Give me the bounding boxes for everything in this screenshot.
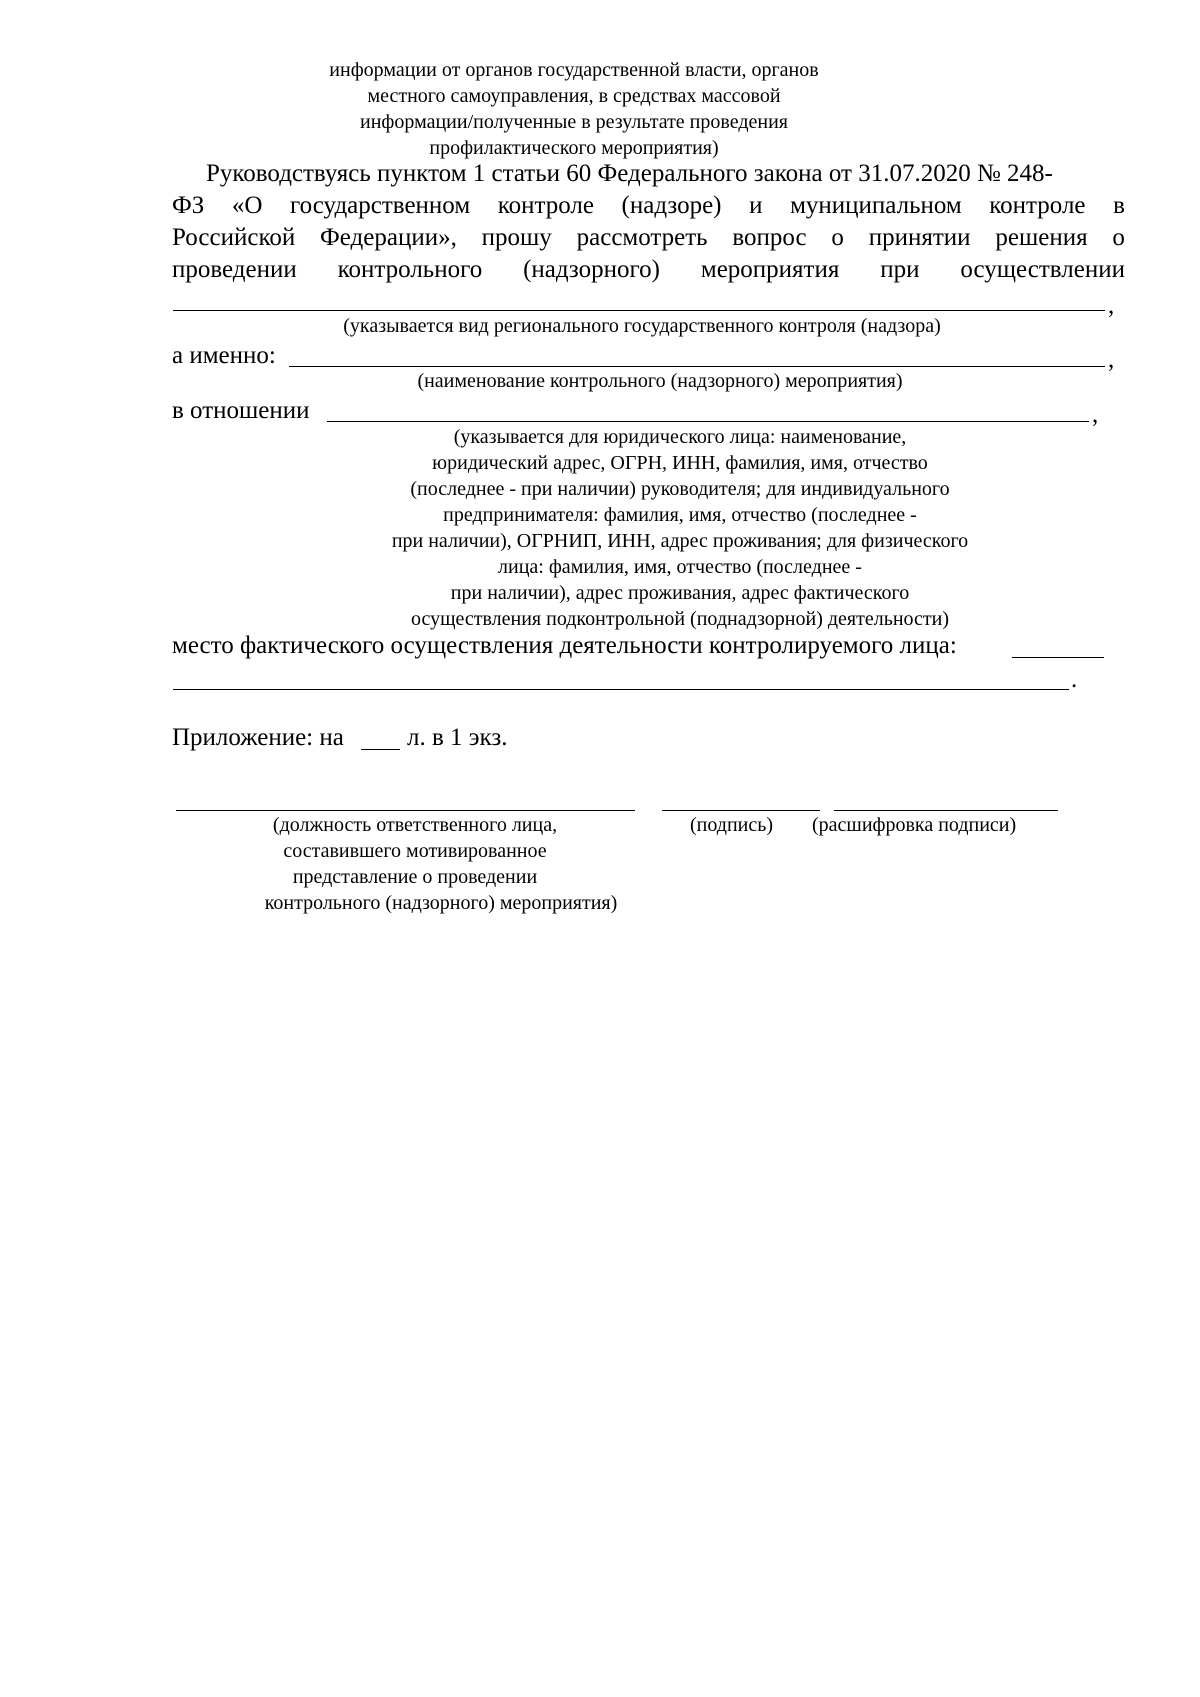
signature-decode-caption: (расшифровка подписи) <box>812 814 1017 836</box>
word: контрольного <box>337 256 483 283</box>
namely-label: а именно: <box>172 342 276 369</box>
position-caption-line: контрольного (надзорного) мероприятия) <box>264 892 618 914</box>
signature-decode-line[interactable] <box>834 810 1058 811</box>
regarding-label: в отношении <box>172 397 310 424</box>
attachment-pages-line[interactable] <box>361 749 400 750</box>
paragraph-line-4 <box>172 254 1125 286</box>
word: мероприятия <box>700 256 840 283</box>
position-caption-line: составившего мотивированное <box>283 840 547 862</box>
namely-comma: , <box>1108 346 1115 373</box>
word: о <box>831 224 844 251</box>
word: рассмотреть <box>576 224 708 251</box>
word: вопрос <box>732 224 807 251</box>
subject-caption-line: при наличии), адрес проживания, адрес фактического <box>450 582 910 604</box>
subject-caption-line: (последнее - при наличии) руководителя; для индивидуального <box>410 478 950 500</box>
signature-line[interactable] <box>662 810 820 811</box>
subject-caption-line: (указывается для юридического лица: наименование, <box>453 426 907 448</box>
word: осуществлении <box>960 256 1125 283</box>
word: Российской <box>172 224 296 251</box>
word: муниципальном <box>790 192 962 219</box>
word: решения <box>995 224 1088 251</box>
header-caption-line: информации от органов государственной власти, органов <box>329 59 819 81</box>
subject-caption-line: при наличии), ОГРНИП, ИНН, адрес проживания; для физического <box>391 530 969 552</box>
word: ФЗ <box>172 192 205 219</box>
paragraph-line-1: Руководствуясь пунктом 1 статьи 60 Федерального закона от 31.07.2020 № 248- <box>206 160 1053 187</box>
position-caption-line: представление о проведении <box>292 866 538 888</box>
word: (надзоре) <box>621 192 722 219</box>
place-field-line-2[interactable] <box>173 689 1069 690</box>
word: и <box>749 192 763 219</box>
word: прошу <box>481 224 552 251</box>
position-caption-line: (должность ответственного лица, <box>272 814 558 836</box>
subject-caption-line: осуществления подконтрольной (поднадзорной) деятельности) <box>410 608 950 630</box>
paragraph-line-3 <box>172 222 1125 254</box>
word: (надзорного) <box>523 256 660 283</box>
position-signature-line[interactable] <box>176 810 635 811</box>
namely-field-line[interactable] <box>289 366 1105 367</box>
place-field-line-1[interactable] <box>1012 657 1104 658</box>
attachment-suffix: л. в 1 экз. <box>407 724 508 751</box>
subject-caption-line: лица: фамилия, имя, отчество (последнее - <box>498 556 862 578</box>
header-caption-line: местного самоуправления, в средствах массовой <box>367 85 781 107</box>
subject-caption-line: юридический адрес, ОГРН, ИНН, фамилия, имя, отчество <box>432 452 928 474</box>
word: проведении <box>172 256 297 283</box>
attachment-prefix: Приложение: на <box>172 724 344 751</box>
control-type-field-line[interactable] <box>173 310 1105 311</box>
word: Федерации», <box>320 224 457 251</box>
regarding-comma: , <box>1092 401 1099 428</box>
paragraph-line-2 <box>172 190 1125 222</box>
word: контроле <box>497 192 594 219</box>
subject-caption-line: предпринимателя: фамилия, имя, отчество (последнее - <box>443 504 917 526</box>
word: принятии <box>868 224 971 251</box>
word: в <box>1113 192 1125 219</box>
word: «О <box>231 192 263 219</box>
comma: , <box>1108 292 1115 319</box>
header-caption-line: информации/полученные в результате проведения <box>360 111 788 133</box>
word: контроле <box>989 192 1086 219</box>
signature-caption: (подпись) <box>690 814 774 836</box>
header-caption-line: профилактического мероприятия) <box>429 137 719 159</box>
regarding-field-line[interactable] <box>327 421 1089 422</box>
event-caption: (наименование контрольного (надзорного) мероприятия) <box>417 370 903 392</box>
place-end: . <box>1071 666 1078 693</box>
control-type-caption: (указывается вид регионального государственного контроля (надзора) <box>343 315 941 337</box>
word: при <box>880 256 920 283</box>
place-label: место фактического осуществления деятельности контролируемого лица: <box>172 632 957 659</box>
word: государственном <box>290 192 471 219</box>
word: о <box>1112 224 1125 251</box>
